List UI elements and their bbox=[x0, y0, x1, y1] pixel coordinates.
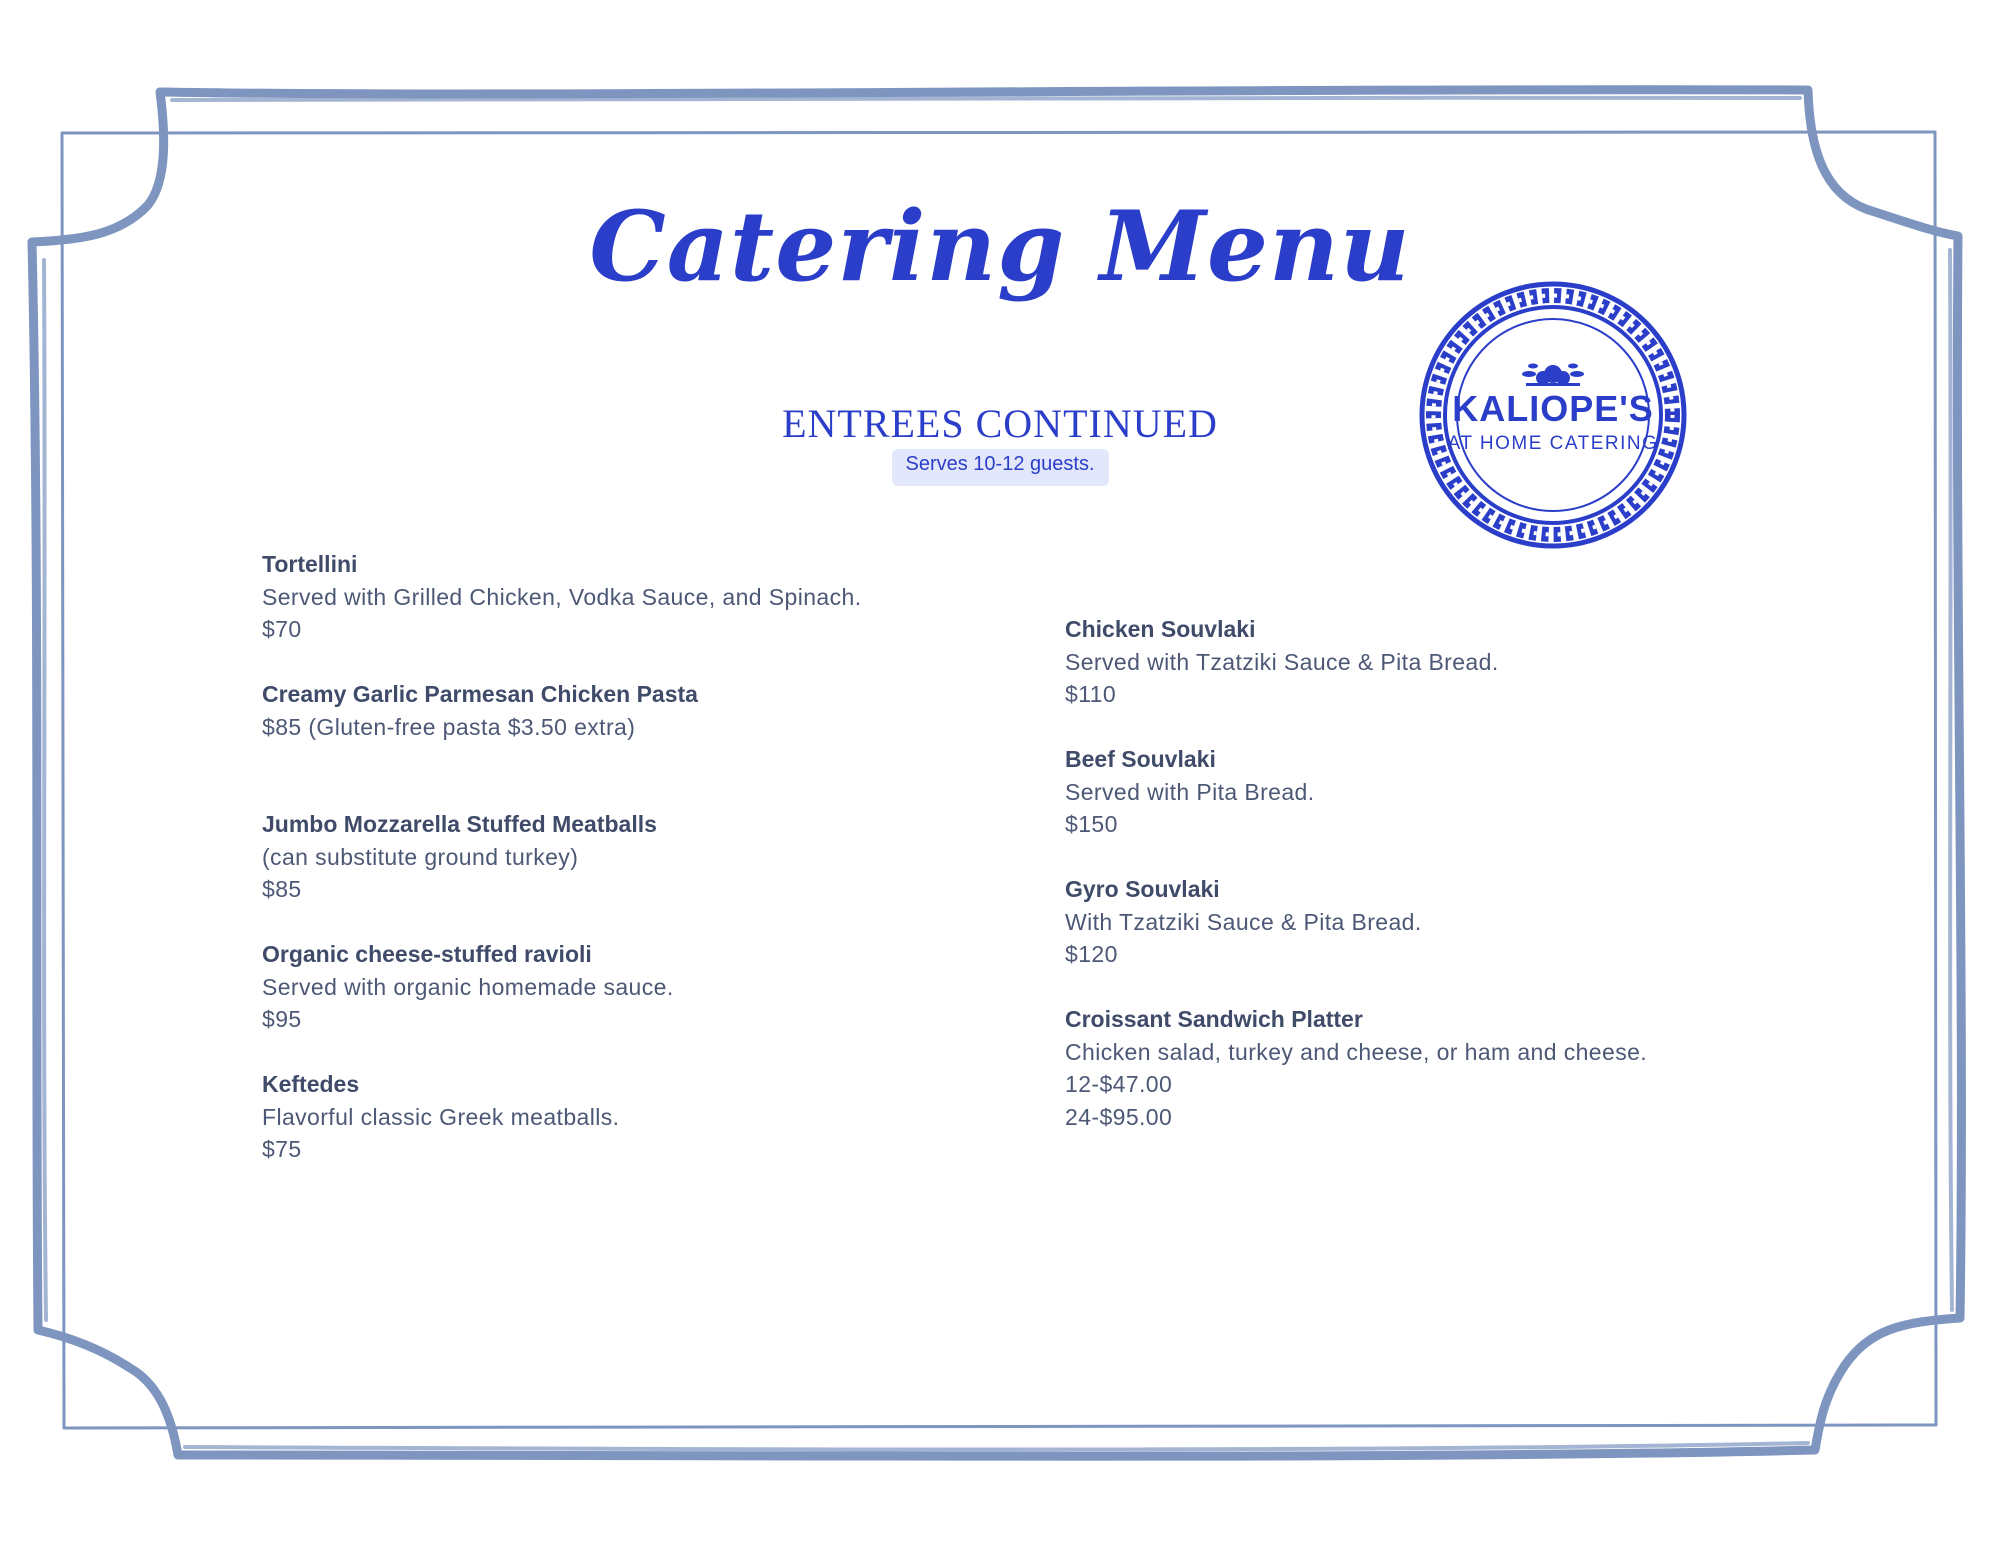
menu-item bbox=[1065, 873, 1805, 971]
menu-item bbox=[262, 808, 1002, 906]
item-price: $75 bbox=[262, 1136, 302, 1162]
item-description: Flavorful classic Greek meatballs. bbox=[262, 1103, 620, 1130]
item-description: Served with Grilled Chicken, Vodka Sauce, and Spinach. bbox=[262, 583, 862, 610]
item-price: $120 bbox=[1065, 941, 1118, 967]
menu-item bbox=[1065, 1003, 1805, 1133]
menu-item bbox=[262, 1068, 1002, 1166]
menu-column-right bbox=[1065, 613, 1805, 1166]
item-name: Gyro Souvlaki bbox=[1065, 876, 1220, 902]
item-price: $70 bbox=[262, 616, 302, 642]
item-description: Chicken salad, turkey and cheese, or ham and cheese. bbox=[1065, 1038, 1648, 1065]
item-description: With Tzatziki Sauce & Pita Bread. bbox=[1065, 908, 1422, 935]
logo-subtitle: AT HOME CATERING bbox=[1447, 433, 1659, 454]
item-name: Croissant Sandwich Platter bbox=[1065, 1006, 1363, 1032]
item-price: $150 bbox=[1065, 811, 1118, 837]
item-price: $95 bbox=[262, 1006, 302, 1032]
item-description: Served with organic homemade sauce. bbox=[262, 973, 674, 1000]
section-title: ENTREES CONTINUED bbox=[782, 401, 1218, 446]
serves-badge: Serves 10-12 guests. bbox=[892, 449, 1109, 486]
item-name: Tortellini bbox=[262, 551, 358, 577]
item-price: $110 bbox=[1065, 681, 1117, 707]
menu-item bbox=[262, 678, 1002, 776]
menu-title: Catering Menu bbox=[589, 190, 1411, 303]
item-price: $85 (Gluten-free pasta $3.50 extra) bbox=[262, 713, 636, 740]
item-name: Organic cheese-stuffed ravioli bbox=[262, 941, 592, 967]
logo-name: KALIOPE'S bbox=[1452, 388, 1654, 429]
item-name: Beef Souvlaki bbox=[1065, 746, 1216, 772]
item-description: Served with Tzatziki Sauce & Pita Bread. bbox=[1065, 648, 1499, 675]
menu-item bbox=[262, 548, 1002, 646]
menu-item bbox=[1065, 613, 1805, 711]
menu-item bbox=[1065, 743, 1805, 841]
item-name: Jumbo Mozzarella Stuffed Meatballs bbox=[262, 811, 657, 837]
item-price: 24-$95.00 bbox=[1065, 1103, 1173, 1130]
section-header bbox=[0, 400, 2000, 486]
menu-item bbox=[262, 938, 1002, 1036]
item-name: Creamy Garlic Parmesan Chicken Pasta bbox=[262, 681, 698, 707]
item-name: Keftedes bbox=[262, 1071, 360, 1097]
item-price: $85 bbox=[262, 876, 302, 902]
item-description: (can substitute ground turkey) bbox=[262, 843, 579, 870]
item-description: Served with Pita Bread. bbox=[1065, 778, 1315, 805]
item-price: 12-$47.00 bbox=[1065, 1071, 1173, 1097]
menu-column-left bbox=[262, 548, 1002, 1198]
item-name: Chicken Souvlaki bbox=[1065, 616, 1256, 642]
